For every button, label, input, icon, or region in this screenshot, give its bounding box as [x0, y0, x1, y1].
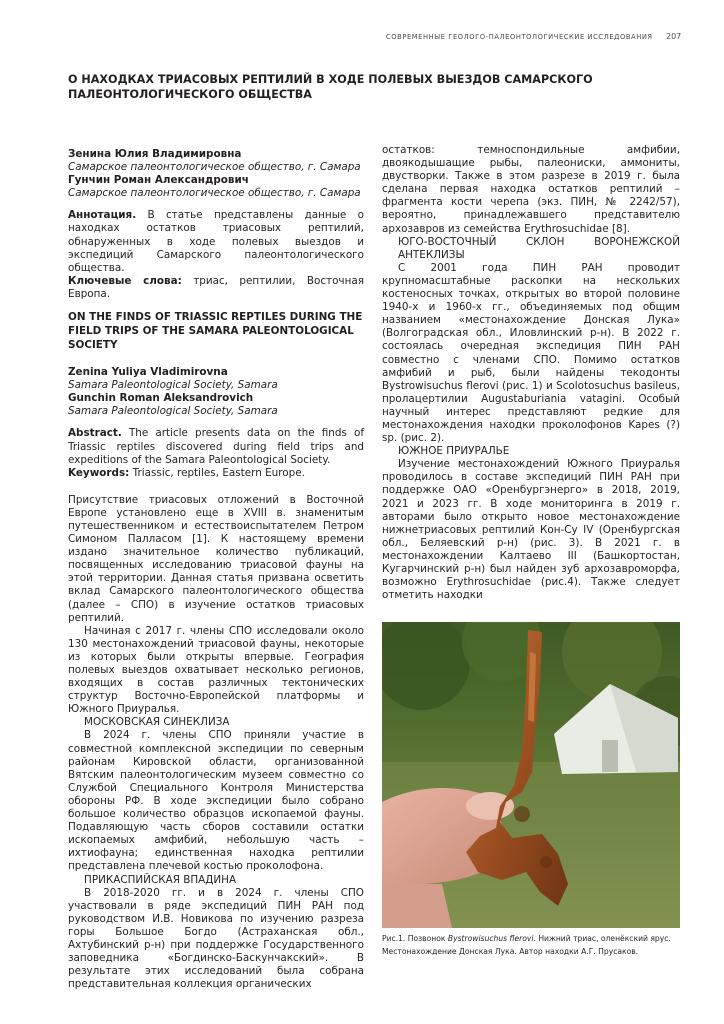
section-heading: ЮГО-ВОСТОЧНЫЙ СКЛОН ВОРОНЕЖСКОЙ АНТЕКЛИЗЫ	[398, 235, 680, 261]
section-heading: ПРИКАСПИЙСКАЯ ВПАДИНА	[84, 873, 237, 886]
figure-1-caption: Рис.1. Позвонок Bystrowisuchus flerovi. Нижний триас, оленёкский ярус. Местонахождение Донская Лука. Автор находки А.Г. Прусаков.	[382, 934, 671, 956]
author-affiliation-en: Samara Paleontological Society, Samara	[68, 405, 278, 418]
author-name: Гунчин Роман Александрович	[68, 174, 249, 187]
author-name-en: Gunchin Roman Aleksandrovich	[68, 392, 254, 405]
figure-1-photo	[382, 622, 680, 928]
keywords-en: Keywords: Triassic, reptiles, Eastern Europe.	[68, 466, 305, 479]
body-paragraph: Начиная с 2017 г. члены СПО исследовали около 130 местонахождений триасовой фауны, некоторые из которых были открыты впервые. География полевых выездов охватывает несколько регионов, входящих в состав различных тектонических структур Восточно-Европейской платформы и Южного Приуралья.	[68, 624, 364, 716]
body-paragraph-continued: остатков: темноспондильные амфибии, двоякодышащие рыбы, палеониски, аммониты, двустворки. Также в этом разрезе в 2019 г. была сделана первая находка остатков рептилий – фрагмента кости черепа (экз. ПИН, № 2242/57), вероятно, принадлежавшего представителю архозавров из семейства Erythrosuchidae [8].	[382, 144, 680, 235]
body-paragraph: С 2001 года ПИН РАН проводит крупномасштабные раскопки на нескольких костеносных точках, открытых во второй половине 1940-х и 1960-х гг., объединяемых под общим названием «местонахождение Донская Лука» (Волгоградская обл., Иловлинский р-н). В 2022 г. состоялась очередная экспедиция ПИН РАН совместно с членами СПО. Помимо остатков амфибий и рыб, были найдены текодонты Bystrowisuchus flerovi (рис. 1) и Scolotosuchus basileus, пролацертилии Augustaburiania vatagini. Особый научный интерес представляют редкие для местонахождения находки проколофонов Kapes (?) sp. (рис. 2).	[382, 261, 680, 445]
author-name-en: Zenina Yuliya Vladimirovna	[68, 366, 228, 379]
author-name: Зенина Юлия Владимировна	[68, 148, 242, 160]
section-heading: МОСКОВСКАЯ СИНЕКЛИЗА	[84, 716, 230, 729]
page-number: 207	[666, 32, 682, 41]
abstract-en: Abstract. The article presents data on the finds of Triassic reptiles discovered during field trips and expeditions of the Samara Paleontological Society.	[68, 427, 364, 466]
author-affiliation: Самарское палеонтологическое общество, г. Самара	[68, 161, 361, 174]
body-paragraph: В 2024 г. члены СПО приняли участие в совместной комплексной экспедиции по северным районам Кировской области, организованной Вятским палеонтологическим музеем совместно со Службой Специального Контроля Министерства обороны РФ. В ходе экспедиции было собрано большое количество образцов ископаемой фауны. Подавляющую часть сборов составили остатки ископаемых амфибий, небольшую часть – ихтиофауна; единственная находка рептилии представлена плечевой костью проколофона.	[68, 729, 364, 873]
article-title: О НАХОДКАХ ТРИАСОВЫХ РЕПТИЛИЙ В ХОДЕ ПОЛЕВЫХ ВЫЕЗДОВ САМАРСКОГО ПАЛЕОНТОЛОГИЧЕСКОГО ОБЩЕСТВА	[68, 73, 593, 101]
body-paragraph: В 2018-2020 гг. и в 2024 г. члены СПО участвовали в ряде экспедиций ПИН РАН под руководством И.В. Новикова по изучению разреза горы Большое Богдо (Астраханская обл., Ахтубинский р-н) при поддержке Государственного заповедника «Богдинско-Баскунчакский». В результате этих исследований была собрана представительная коллекция органических	[68, 886, 364, 991]
body-paragraph: Присутствие триасовых отложений в Восточной Европе установлено еще в XVIII в. знаменитым путешественником и естествоиспытателем Петром Симоном Палласом [1]. К настоящему времени издано значительное количество публикаций, посвященных исследованию триасовой фауны на этой территории. Данная статья призвана осветить вклад Самарского палеонтологического общества (далее – СПО) в изучение остатков триасовых рептилий.	[68, 493, 364, 624]
left-column	[68, 148, 364, 991]
right-column	[382, 144, 680, 602]
author-affiliation-en: Samara Paleontological Society, Samara	[68, 379, 278, 392]
fossil-photo-image	[382, 622, 680, 928]
running-head: СОВРЕМЕННЫЕ ГЕОЛОГО-ПАЛЕОНТОЛОГИЧЕСКИЕ ИССЛЕДОВАНИЯ	[386, 33, 653, 41]
keywords-ru: Ключевые слова: триас, рептилии, Восточная Европа.	[68, 274, 364, 300]
article-title-en: ON THE FINDS OF TRIASSIC REPTILES DURING THE FIELD TRIPS OF THE SAMARA PALEONTOLOGICAL SOCIETY	[68, 311, 363, 352]
section-heading: ЮЖНОЕ ПРИУРАЛЬЕ	[398, 445, 510, 458]
body-paragraph: Изучение местонахождений Южного Приуралья проводилось в составе экспедиций ПИН РАН при поддержке ОАО «Оренбургэнерго» в 2018, 2019, 2021 и 2023 гг. В ходе мониторинга в 2019 г. авторами было открыто новое местонахождение нижнетриасовых рептилий Кон-Су IV (Оренбургская обл., Беляевский р-н) (рис. 3). В 2021 г. в местонахождении Калтаево III (Башкортостан, Кугарчинский р-н) был найден зуб архозавроморфа, возможно Erythrosuchidae (рис.4). Также следует отметить находки	[382, 458, 680, 602]
author-affiliation: Самарское палеонтологическое общество, г. Самара	[68, 187, 361, 200]
abstract-ru: Аннотация. В статье представлены данные о находках остатков триасовых рептилий, обнаруженных в ходе полевых выездов и экспедиций Самарского палеонтологического общества.	[68, 209, 364, 274]
